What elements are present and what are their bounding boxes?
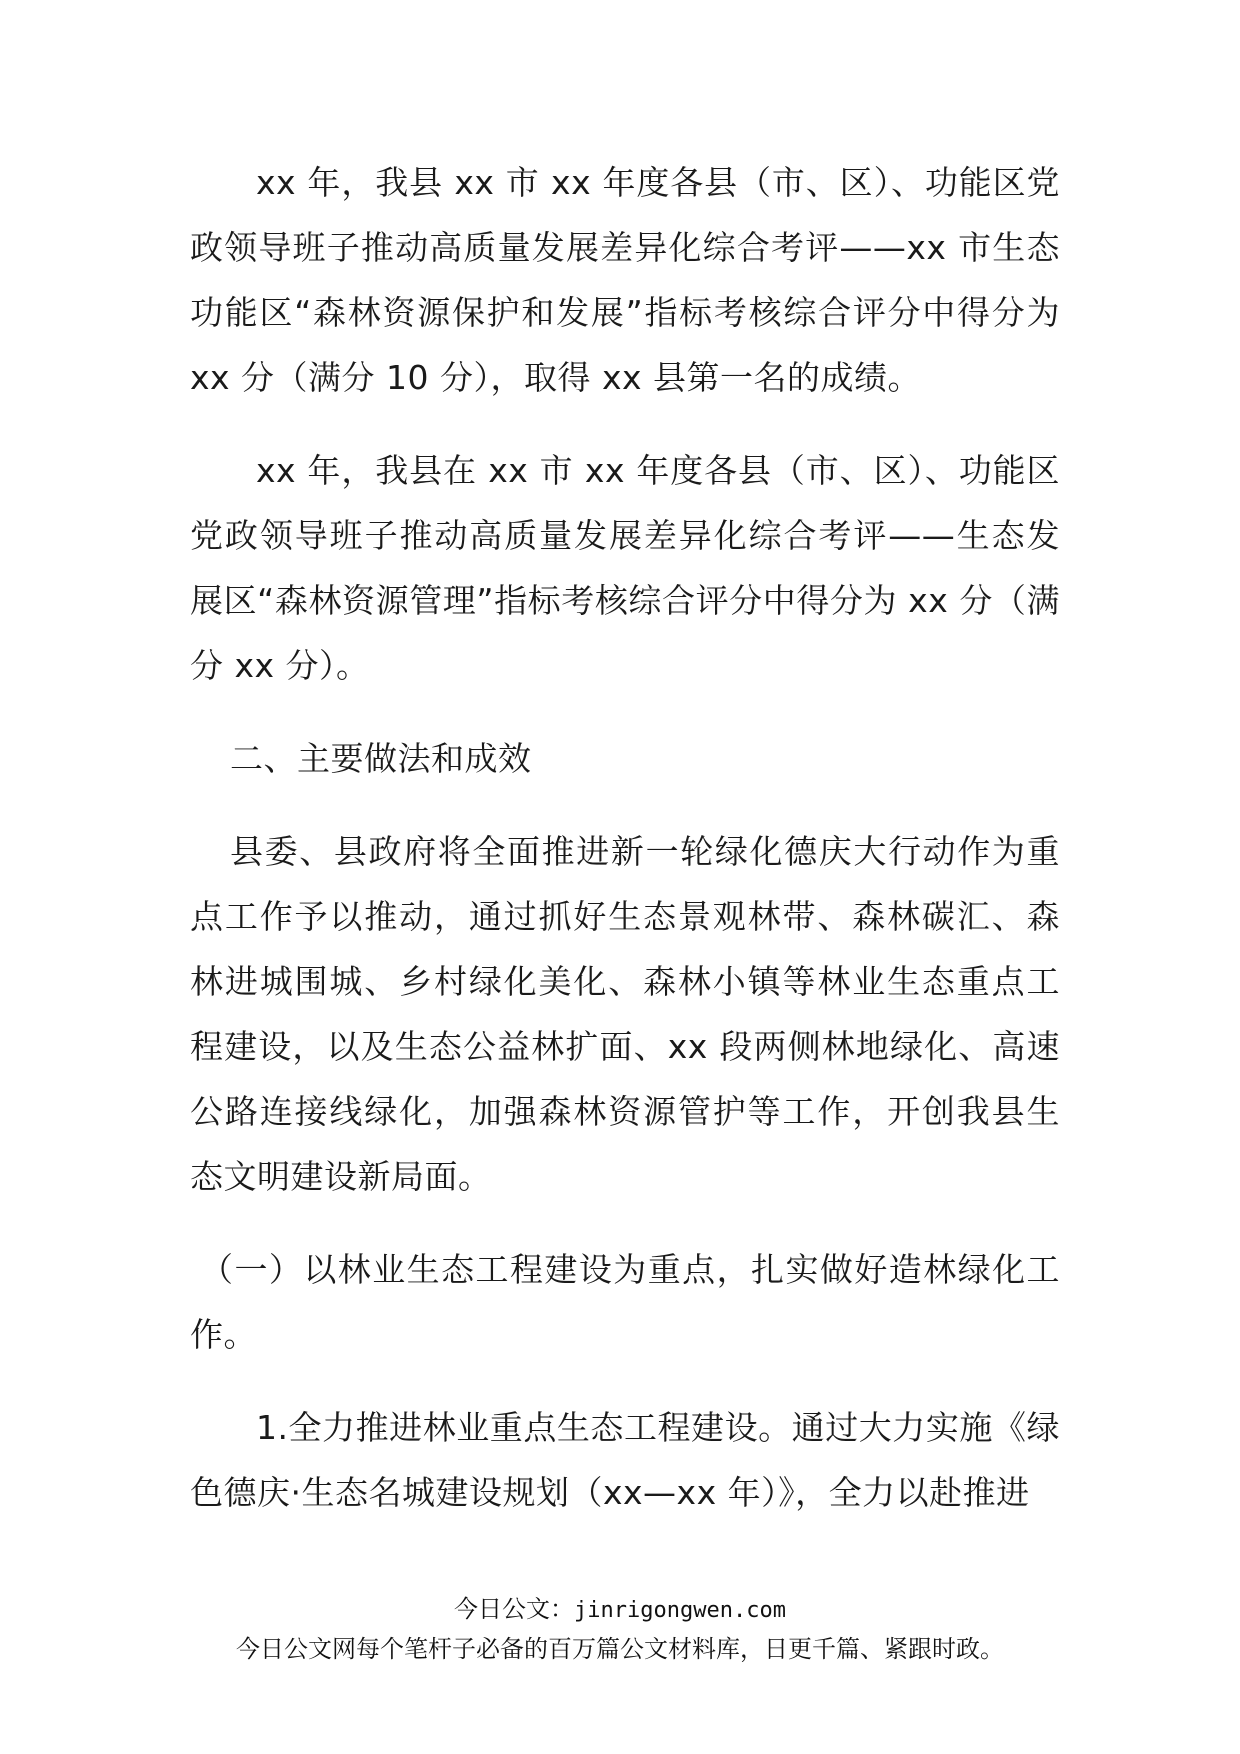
document-body <box>190 150 1060 1553</box>
subheading-forestry-projects: （一）以林业生态工程建设为重点，扎实做好造林绿化工作。 <box>190 1250 1060 1354</box>
page-footer <box>0 1590 1240 1668</box>
footer-site-url[interactable]: jinrigongwen.com <box>574 1598 786 1623</box>
footer-site-line <box>0 1590 1240 1630</box>
paragraph-assessment-result-1: xx 年，我县 xx 市 xx 年度各县（市、区）、功能区党政领导班子推动高质量发展差异化综合考评——xx 市生态功能区“森林资源保护和发展”指标考核综合评分中得分为 xx 分（满分 10 分），取得 xx 县第一名的成绩。 <box>190 163 1060 397</box>
paragraph-item-1: 1.全力推进林业重点生态工程建设。通过大力实施《绿色德庆·生态名城建设规划（xx—xx 年）》，全力以赴推进 <box>190 1408 1060 1512</box>
footer-site-label: 今日公文： <box>454 1595 575 1623</box>
paragraph-overview: 县委、县政府将全面推进新一轮绿化德庆大行动作为重点工作予以推动，通过抓好生态景观林带、森林碳汇、森林进城围城、乡村绿化美化、森林小镇等林业生态重点工程建设，以及生态公益林扩面、xx 段两侧林地绿化、高速公路连接线绿化，加强森林资源管护等工作，开创我县生态文明建设新局面。 <box>190 832 1060 1196</box>
paragraph-assessment-result-2: xx 年，我县在 xx 市 xx 年度各县（市、区）、功能区党政领导班子推动高质量发展差异化综合考评——生态发展区“森林资源管理”指标考核综合评分中得分为 xx 分（满分 xx 分）。 <box>190 451 1060 685</box>
section-heading-main-practices: 二、主要做法和成效 <box>230 739 532 778</box>
footer-tagline: 今日公文网每个笔杆子必备的百万篇公文材料库，日更千篇、紧跟时政。 <box>236 1635 1004 1663</box>
